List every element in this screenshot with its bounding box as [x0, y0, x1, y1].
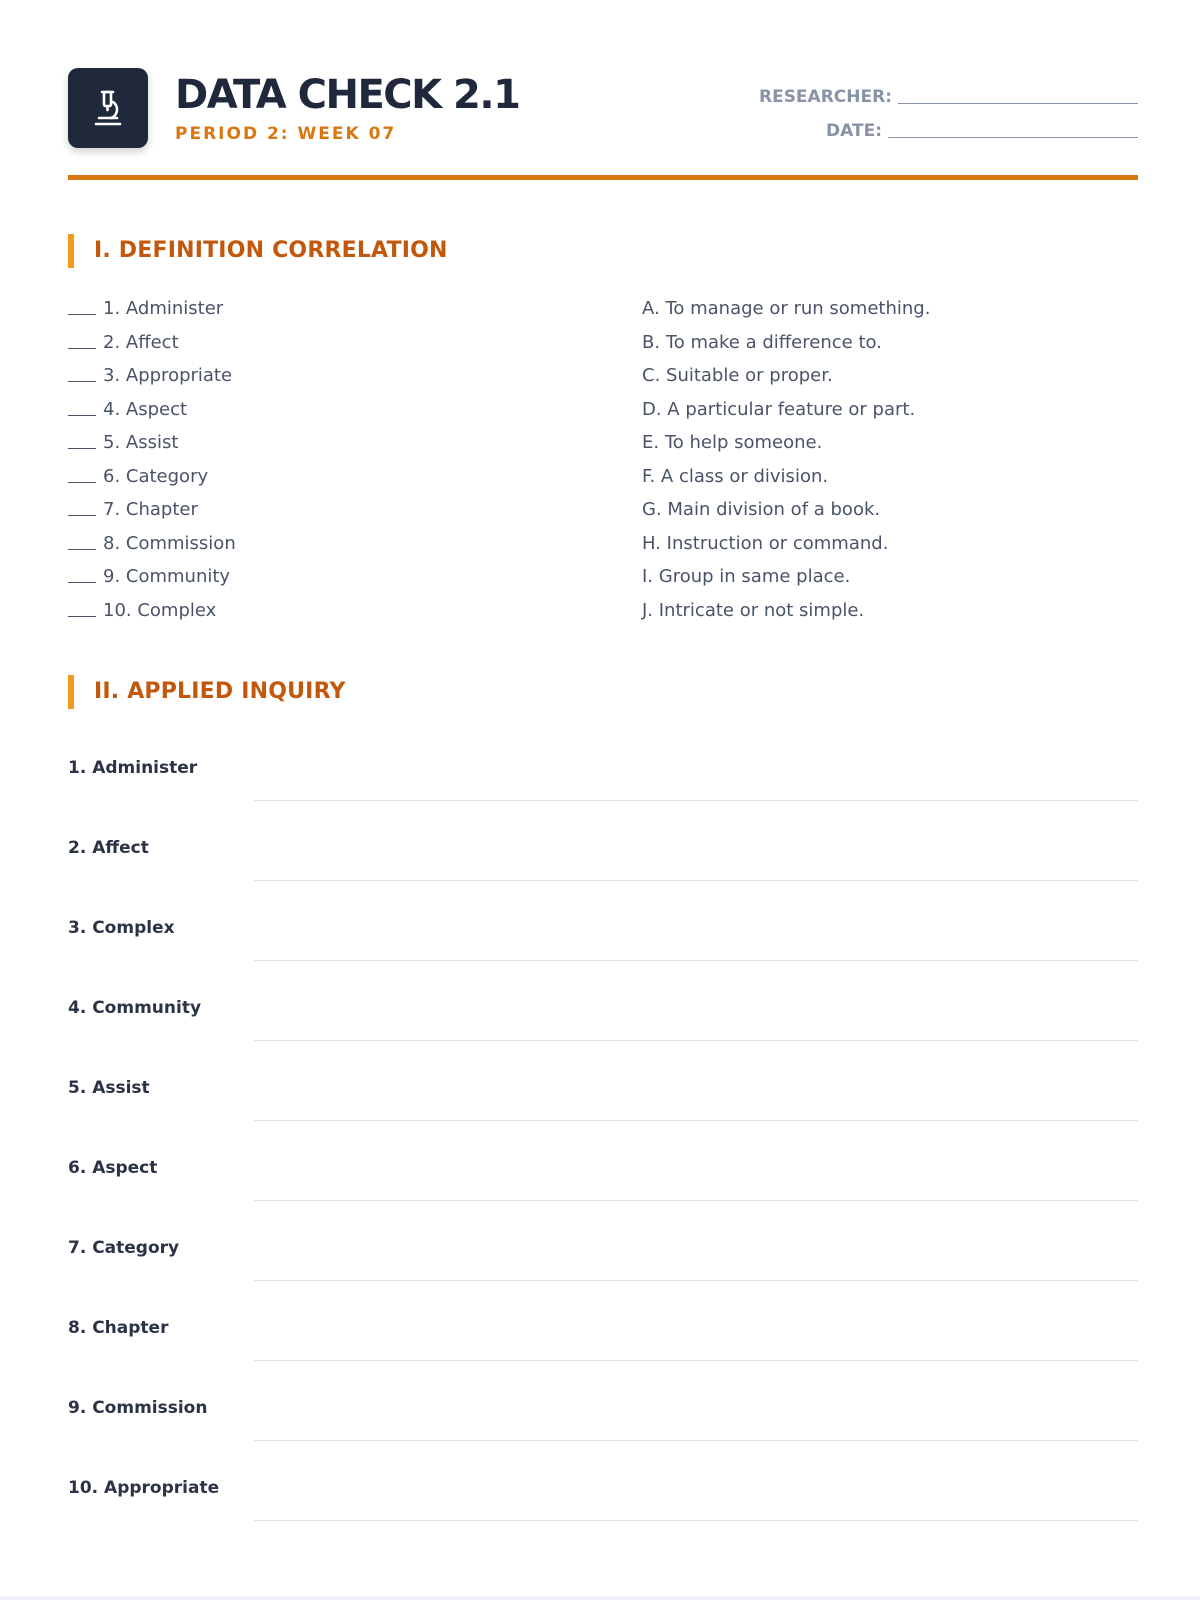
term-label: 10. Complex [103, 599, 217, 621]
answer-line[interactable] [254, 880, 1138, 881]
term-item [68, 326, 588, 360]
researcher-blank[interactable] [898, 86, 1138, 104]
term-item [68, 594, 588, 628]
term-item [68, 493, 588, 527]
answer-line[interactable] [254, 1280, 1138, 1281]
header [68, 68, 1138, 178]
date-label: DATE: [826, 121, 882, 141]
answer-blank[interactable] [68, 536, 96, 550]
definition-item: F. A class or division. [642, 465, 829, 487]
inquiry-item [68, 730, 1138, 810]
logo-badge [68, 68, 148, 148]
answer-blank[interactable] [68, 368, 96, 382]
bottom-band [0, 1596, 1200, 1600]
term-item [68, 359, 588, 393]
inquiry-item [68, 1050, 1138, 1130]
meta-fields [759, 80, 1138, 148]
inquiry-item [68, 970, 1138, 1050]
inquiry-label: 9. Commission [68, 1398, 208, 1418]
inquiry-label: 5. Assist [68, 1078, 150, 1098]
header-divider [68, 175, 1138, 180]
inquiry-item [68, 890, 1138, 970]
answer-blank[interactable] [68, 469, 96, 483]
microscope-icon [91, 88, 125, 128]
definition-item: J. Intricate or not simple. [642, 599, 865, 621]
inquiry-label: 4. Community [68, 998, 202, 1018]
researcher-row [759, 80, 1138, 114]
term-list [68, 292, 588, 627]
answer-line[interactable] [254, 1200, 1138, 1201]
section-title-definition-correlation: I. DEFINITION CORRELATION [68, 234, 448, 268]
term-label: 6. Category [103, 465, 209, 487]
answer-blank[interactable] [68, 335, 96, 349]
date-blank[interactable] [888, 120, 1138, 138]
answer-blank[interactable] [68, 402, 96, 416]
inquiry-item [68, 1210, 1138, 1290]
answer-line[interactable] [254, 1040, 1138, 1041]
section-title-applied-inquiry: II. APPLIED INQUIRY [68, 675, 346, 709]
term-item [68, 560, 588, 594]
term-label: 5. Assist [103, 432, 179, 453]
definition-item: D. A particular feature or part. [642, 398, 916, 420]
answer-blank[interactable] [68, 502, 96, 516]
inquiry-item [68, 1450, 1138, 1530]
term-label: 7. Chapter [103, 499, 198, 520]
page-title: DATA CHECK 2.1 [175, 72, 520, 118]
definition-item: C. Suitable or proper. [642, 365, 833, 386]
definition-item: I. Group in same place. [642, 566, 851, 587]
inquiry-label: 7. Category [68, 1238, 180, 1258]
answer-line[interactable] [254, 960, 1138, 961]
inquiry-label: 6. Aspect [68, 1158, 158, 1178]
answer-line[interactable] [254, 1520, 1138, 1521]
researcher-label: RESEARCHER: [758, 87, 892, 107]
inquiry-label: 2. Affect [68, 838, 149, 858]
term-label: 9. Community [103, 566, 231, 587]
inquiry-label: 1. Administer [68, 758, 198, 778]
inquiry-list [68, 730, 1138, 1530]
definition-item: A. To manage or run something. [642, 298, 931, 319]
inquiry-item [68, 1290, 1138, 1370]
term-label: 3. Appropriate [103, 365, 233, 386]
answer-line[interactable] [254, 1440, 1138, 1441]
page-subtitle: PERIOD 2: WEEK 07 [175, 124, 397, 144]
inquiry-label: 8. Chapter [68, 1318, 169, 1338]
answer-line[interactable] [254, 800, 1138, 801]
definition-item: H. Instruction or command. [642, 532, 889, 554]
definition-item: B. To make a difference to. [642, 331, 882, 353]
answer-blank[interactable] [68, 569, 96, 583]
inquiry-item [68, 1370, 1138, 1450]
term-item [68, 393, 588, 427]
definition-item: G. Main division of a book. [642, 499, 881, 520]
date-row [759, 114, 1138, 148]
answer-line[interactable] [254, 1120, 1138, 1121]
term-item [68, 460, 588, 494]
answer-blank[interactable] [68, 301, 96, 315]
inquiry-label: 3. Complex [68, 918, 175, 938]
term-label: 8. Commission [103, 532, 236, 554]
term-item [68, 527, 588, 561]
term-item [68, 292, 588, 326]
inquiry-item [68, 1130, 1138, 1210]
term-label: 2. Affect [103, 331, 179, 353]
inquiry-item [68, 810, 1138, 890]
definition-list [642, 292, 1142, 627]
answer-blank[interactable] [68, 603, 96, 617]
term-item [68, 426, 588, 460]
answer-line[interactable] [254, 1360, 1138, 1361]
term-label: 1. Administer [103, 298, 224, 319]
inquiry-label: 10. Appropriate [68, 1478, 220, 1498]
term-label: 4. Aspect [103, 398, 188, 420]
answer-blank[interactable] [68, 435, 96, 449]
definition-item: E. To help someone. [642, 432, 823, 453]
